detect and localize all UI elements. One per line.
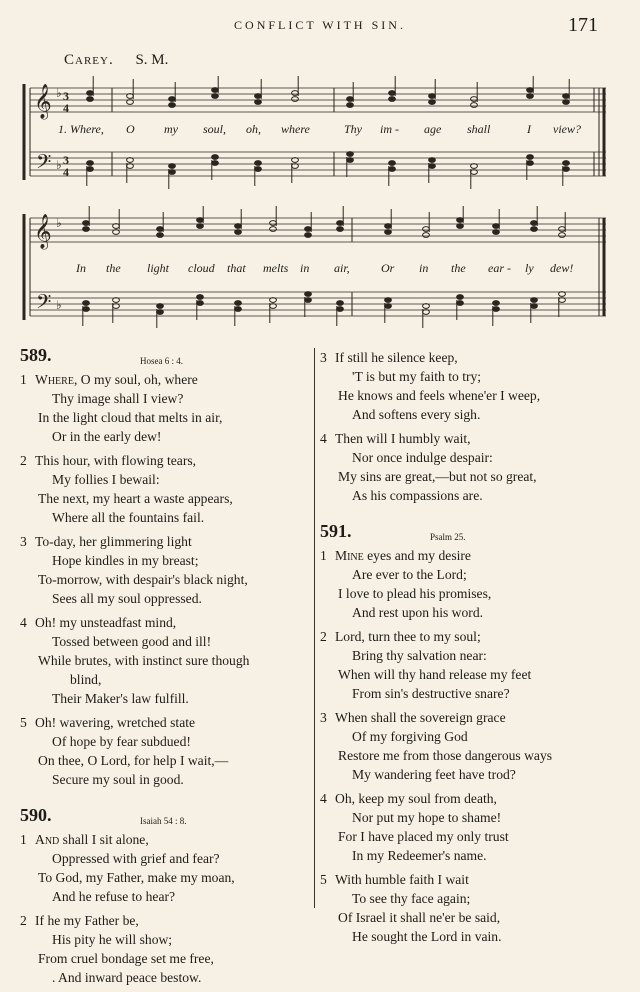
verse-line: This hour, with flowing tears, <box>35 453 197 468</box>
stanza-first-word: Mine <box>335 548 364 563</box>
bass-clef-1: 𝄢 <box>36 150 52 178</box>
key-flat-bass-2: ♭ <box>56 298 62 312</box>
note-head <box>347 103 354 108</box>
note-head <box>429 164 436 169</box>
lyric-syllable: that <box>227 261 246 275</box>
note-head <box>471 97 478 102</box>
note-head <box>531 221 538 226</box>
note-head <box>337 221 344 226</box>
note-head <box>389 167 396 172</box>
note-head <box>157 310 164 315</box>
stanza-number: 1 <box>320 548 327 563</box>
note-head <box>457 224 464 229</box>
verse-line: And he refuse to hear? <box>52 889 176 904</box>
lyric-syllable: in <box>419 261 429 275</box>
note-head <box>337 227 344 232</box>
verse-line: Oppressed with grief and fear? <box>52 851 220 866</box>
note-head <box>270 227 277 232</box>
verse-line: If he my Father be, <box>35 913 139 928</box>
page-number: 171 <box>568 14 598 36</box>
note-head <box>457 218 464 223</box>
stanza-number: 4 <box>320 431 327 446</box>
stanza-number: 5 <box>20 715 27 730</box>
verse-line: blind, <box>70 672 102 687</box>
note-head <box>457 301 464 306</box>
note-head <box>212 161 219 166</box>
note-head <box>347 97 354 102</box>
stanza <box>320 789 626 865</box>
stanza <box>320 348 626 424</box>
note-head <box>169 170 176 175</box>
verse-line: Restore me from those dangerous ways <box>338 748 553 763</box>
verse-line: To see thy face again; <box>352 891 471 906</box>
verse-line: As his compassions are. <box>352 488 483 503</box>
scripture-reference: Hosea 6 : 4. <box>140 356 183 366</box>
verse-line: Their Maker's law fulfill. <box>52 691 189 706</box>
lyric-syllable: Thy <box>344 122 362 136</box>
stanza-number: 3 <box>320 350 327 365</box>
note-head <box>212 155 219 160</box>
verse-line: 'T is but my faith to try; <box>352 369 482 384</box>
stanza-number: 2 <box>320 629 327 644</box>
lyric-syllable: where <box>281 122 310 136</box>
hymn-591-header <box>320 521 626 546</box>
note-head <box>235 224 242 229</box>
stanza <box>20 532 315 608</box>
stanza-number: 1 <box>20 832 27 847</box>
lyric-syllable: ly <box>525 261 534 275</box>
verse-line: To-day, her glimmering light <box>35 534 192 549</box>
verse-line: Oh, keep my soul from death, <box>335 791 497 806</box>
lyric-syllable: In <box>76 261 86 275</box>
note-head <box>235 230 242 235</box>
stanza <box>320 870 626 946</box>
page-header <box>0 14 640 38</box>
verse-line: His pity he will show; <box>52 932 173 947</box>
verse-line: Of Israel it shall ne'er be said, <box>338 910 501 925</box>
lyric-syllable: oh, <box>246 122 261 136</box>
note-head <box>385 298 392 303</box>
lyric-syllable: 1. Where, <box>58 122 104 136</box>
verse-line: And rest upon his word. <box>352 605 484 620</box>
verse-line: shall I sit alone, <box>59 832 149 847</box>
verse-line: My follies I bewail: <box>52 472 160 487</box>
note-head <box>83 221 90 226</box>
verse-line: In my Redeemer's name. <box>352 848 487 863</box>
tune-heading <box>64 52 168 69</box>
stanza <box>20 830 315 906</box>
verse-line: Lord, turn thee to my soul; <box>335 629 481 644</box>
verse-line: To-morrow, with despair's black night, <box>38 572 248 587</box>
verse-line: Of my forgiving God <box>352 729 468 744</box>
verse-line: And softens every sigh. <box>352 407 481 422</box>
stanza-first-word: Where, <box>35 372 78 387</box>
note-head <box>429 94 436 99</box>
note-head <box>169 164 176 169</box>
note-head <box>531 304 538 309</box>
running-title: CONFLICT WITH SIN. <box>234 18 406 32</box>
stanza-number: 2 <box>20 913 27 928</box>
verse-line: Are ever to the Lord; <box>352 567 467 582</box>
stanza-number: 3 <box>20 534 27 549</box>
verse-line: I love to plead his promises, <box>338 586 492 601</box>
lyric-syllable: in <box>300 261 310 275</box>
stanza <box>20 370 315 446</box>
note-head <box>563 167 570 172</box>
note-head <box>169 103 176 108</box>
note-head <box>423 227 430 232</box>
note-head <box>197 295 204 300</box>
time-sig-treble-lower-1: 4 <box>63 101 69 115</box>
verse-line: Nor put my hope to shame! <box>352 810 502 825</box>
note-head <box>563 161 570 166</box>
note-head <box>347 152 354 157</box>
note-head <box>385 304 392 309</box>
note-head <box>563 100 570 105</box>
lyric-syllable: cloud <box>188 261 215 275</box>
note-head <box>197 224 204 229</box>
lyric-syllable: melts <box>263 261 289 275</box>
note-head <box>255 161 262 166</box>
note-head <box>337 301 344 306</box>
note-head <box>429 100 436 105</box>
lyric-syllable: shall <box>467 122 491 136</box>
note-head <box>235 307 242 312</box>
note-head <box>157 304 164 309</box>
key-flat-treble-2: ♭ <box>56 216 62 230</box>
lyric-syllable: ear - <box>488 261 511 275</box>
note-head <box>169 97 176 102</box>
verse-line: If still he silence keep, <box>335 350 458 365</box>
lyric-syllable: O <box>126 122 135 136</box>
note-head <box>527 161 534 166</box>
note-head <box>197 301 204 306</box>
bass-staff-1 <box>30 152 606 176</box>
lyrics-line-2 <box>0 261 640 277</box>
note-head <box>493 301 500 306</box>
stanza <box>20 713 315 789</box>
verse-line: From cruel bondage set me free, <box>38 951 214 966</box>
note-head <box>527 155 534 160</box>
note-head <box>87 161 94 166</box>
note-head <box>212 88 219 93</box>
note-head <box>83 301 90 306</box>
note-head <box>493 224 500 229</box>
note-head <box>559 233 566 238</box>
note-head <box>493 307 500 312</box>
tune-name: Carey. <box>64 52 114 68</box>
verse-line: Nor once indulge despair: <box>352 450 493 465</box>
lyric-syllable: light <box>147 261 170 275</box>
hymn-number: 589. <box>20 345 52 365</box>
note-head <box>347 158 354 163</box>
time-sig-treble-upper-1: 3 <box>63 89 69 103</box>
note-head <box>157 233 164 238</box>
note-head <box>471 103 478 108</box>
treble-clef-1: 𝄞 <box>34 84 52 119</box>
verse-line: Secure my soul in good. <box>52 772 184 787</box>
lyric-syllable: my <box>164 122 178 136</box>
lyric-syllable: the <box>106 261 121 275</box>
left-column <box>20 345 315 992</box>
note-head <box>83 227 90 232</box>
note-head <box>292 97 299 102</box>
lyric-syllable: air, <box>334 261 350 275</box>
note-head <box>389 91 396 96</box>
hymn-number: 590. <box>20 805 52 825</box>
verse-line: My sins are great,—but not so great, <box>338 469 537 484</box>
verse-line: For I have placed my only trust <box>338 829 509 844</box>
note-head <box>305 227 312 232</box>
verse-line: My wandering feet have trod? <box>352 767 516 782</box>
time-sig-bass-upper-1: 3 <box>63 153 69 167</box>
lyric-syllable: soul, <box>203 122 227 136</box>
verse-line: He knows and feels whene'er I weep, <box>338 388 541 403</box>
hymn-589-header <box>20 345 315 370</box>
verse-line: Thy image shall I view? <box>52 391 184 406</box>
verse-line: While brutes, with instinct sure though <box>38 653 250 668</box>
note-head <box>292 91 299 96</box>
verse-line: The next, my heart a waste appears, <box>38 491 233 506</box>
lyrics-line-1 <box>0 122 640 138</box>
verse-line: He sought the Lord in vain. <box>352 929 502 944</box>
verse-line: In the light cloud that melts in air, <box>38 410 223 425</box>
stanza-number: 4 <box>20 615 27 630</box>
time-sig-bass-lower-1: 4 <box>63 165 69 179</box>
note-head <box>255 167 262 172</box>
stanza-number: 5 <box>320 872 327 887</box>
note-head <box>157 227 164 232</box>
scripture-reference: Psalm 25. <box>430 532 466 542</box>
lyric-syllable: the <box>451 261 466 275</box>
note-head <box>385 230 392 235</box>
stanza-number: 3 <box>320 710 327 725</box>
bass-clef-2: 𝄢 <box>36 290 52 318</box>
note-head <box>83 307 90 312</box>
note-head <box>559 227 566 232</box>
note-head <box>197 218 204 223</box>
stanza-number: 4 <box>320 791 327 806</box>
right-column <box>320 348 626 951</box>
note-head <box>527 88 534 93</box>
note-head <box>87 97 94 102</box>
verse-line: Tossed between good and ill! <box>52 634 212 649</box>
verse-line: When will thy hand release my feet <box>338 667 532 682</box>
note-head <box>87 91 94 96</box>
stanza <box>320 429 626 505</box>
note-head <box>389 97 396 102</box>
lyric-syllable: view? <box>553 122 581 136</box>
tune-meter: S. M. <box>135 52 169 68</box>
verse-line: When shall the sovereign grace <box>335 710 506 725</box>
note-head <box>527 94 534 99</box>
note-head <box>235 301 242 306</box>
stanza <box>20 451 315 527</box>
note-head <box>531 298 538 303</box>
verse-line: Then will I humbly wait, <box>335 431 471 446</box>
stanza-number: 1 <box>20 372 27 387</box>
lyric-syllable: dew! <box>550 261 574 275</box>
lyric-syllable: Or <box>381 261 395 275</box>
note-head <box>423 233 430 238</box>
stanza <box>320 708 626 784</box>
note-head <box>457 295 464 300</box>
verse-line: eyes and my desire <box>363 548 471 563</box>
note-head <box>87 167 94 172</box>
note-head <box>305 233 312 238</box>
note-head <box>385 224 392 229</box>
stanza <box>320 627 626 703</box>
hymn-590-header <box>20 805 315 830</box>
note-head <box>337 307 344 312</box>
note-head <box>531 227 538 232</box>
note-head <box>389 161 396 166</box>
note-head <box>493 230 500 235</box>
lyric-syllable: I <box>527 122 531 136</box>
note-head <box>429 158 436 163</box>
verse-line: Of hope by fear subdued! <box>52 734 191 749</box>
hymn-number: 591. <box>320 521 352 541</box>
stanza-number: 2 <box>20 453 27 468</box>
verse-line: Sees all my soul oppressed. <box>52 591 202 606</box>
treble-clef-2: 𝄞 <box>34 214 52 249</box>
lyric-syllable: age <box>424 122 442 136</box>
stanza <box>320 546 626 622</box>
note-head <box>212 94 219 99</box>
verse-line: On thee, O Lord, for help I wait,— <box>38 753 229 768</box>
note-head <box>305 292 312 297</box>
stanza-first-word: And <box>35 832 60 847</box>
key-flat-treble-1: ♭ <box>56 86 62 100</box>
verse-line: Oh! wavering, wretched state <box>35 715 196 730</box>
stanza <box>20 911 315 987</box>
verse-line: O my soul, oh, where <box>77 372 198 387</box>
treble-staff-1 <box>30 88 606 112</box>
verse-line: With humble faith I wait <box>335 872 469 887</box>
key-flat-bass-1: ♭ <box>56 158 62 172</box>
verse-line: Where all the fountains fail. <box>52 510 205 525</box>
scripture-reference: Isaiah 54 : 8. <box>140 816 187 826</box>
verse-line: Or in the early dew! <box>52 429 162 444</box>
verse-line: . And inward peace bestow. <box>52 970 202 985</box>
verse-line: To God, my Father, make my moan, <box>38 870 235 885</box>
stanza <box>20 613 315 708</box>
note-head <box>305 298 312 303</box>
note-head <box>563 94 570 99</box>
note-head <box>255 94 262 99</box>
note-head <box>255 100 262 105</box>
verse-line: Bring thy salvation near: <box>352 648 487 663</box>
verse-line: From sin's destructive snare? <box>352 686 510 701</box>
verse-line: Hope kindles in my breast; <box>52 553 199 568</box>
verse-line: Oh! my unsteadfast mind, <box>35 615 177 630</box>
lyric-syllable: im - <box>380 122 399 136</box>
note-head <box>270 221 277 226</box>
